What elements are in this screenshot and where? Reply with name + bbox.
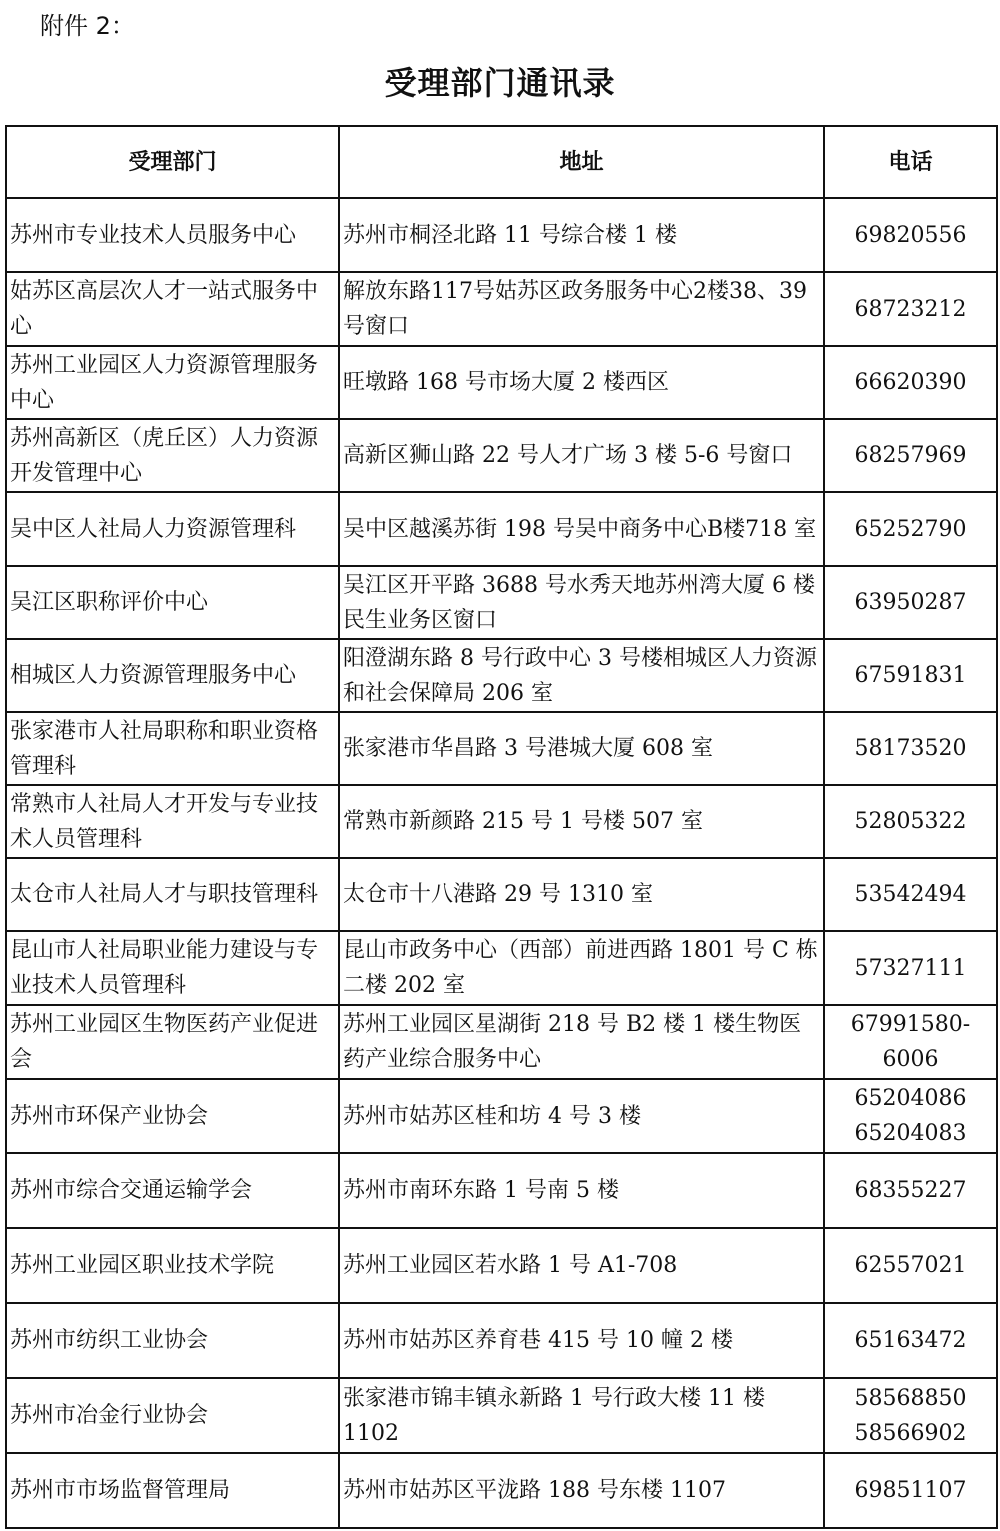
department-phone: [824, 419, 997, 492]
phone-number: 58568850: [854, 1385, 967, 1411]
attachment-label: 附件 2：: [40, 12, 135, 40]
department-address: 苏州市姑苏区桂和坊 4 号 3 楼: [339, 1079, 824, 1153]
department-address: 旺墩路 168 号市场大厦 2 楼西区: [339, 346, 824, 419]
department-address: 苏州工业园区若水路 1 号 A1-708: [339, 1228, 824, 1303]
phone-number: 63950287: [854, 590, 967, 615]
department-address: 昆山市政务中心（西部）前进西路 1801 号 C 栋二楼 202 室: [339, 931, 824, 1005]
department-name: 苏州高新区（虎丘区）人力资源开发管理中心: [6, 419, 339, 492]
table-row: [6, 1303, 997, 1378]
department-phone: [824, 931, 997, 1005]
department-name: 吴中区人社局人力资源管理科: [6, 492, 339, 566]
department-address: 苏州市姑苏区养育巷 415 号 10 幢 2 楼: [339, 1303, 824, 1378]
department-phone: [824, 1378, 997, 1453]
department-name: 吴江区职称评价中心: [6, 566, 339, 639]
department-phone: [824, 346, 997, 419]
table-row: [6, 419, 997, 492]
department-phone: [824, 1453, 997, 1528]
department-phone: [824, 858, 997, 931]
department-address: 张家港市华昌路 3 号港城大厦 608 室: [339, 712, 824, 785]
column-header-address: 地址: [339, 126, 824, 198]
phone-number: 62557021: [854, 1253, 967, 1278]
department-name: 苏州市冶金行业协会: [6, 1378, 339, 1453]
department-name: 昆山市人社局职业能力建设与专业技术人员管理科: [6, 931, 339, 1005]
department-name: 常熟市人社局人才开发与专业技术人员管理科: [6, 785, 339, 858]
phone-number: 65252790: [854, 516, 967, 542]
department-phone: [824, 1228, 997, 1303]
department-phone: [824, 272, 997, 346]
department-phone: [824, 1079, 997, 1153]
phone-number: 58566902: [854, 1420, 967, 1446]
department-name: 苏州市纺织工业协会: [6, 1303, 339, 1378]
department-address: 太仓市十八港路 29 号 1310 室: [339, 858, 824, 931]
department-address: 张家港市锦丰镇永新路 1 号行政大楼 11 楼 1102: [339, 1378, 824, 1453]
table-row: [6, 785, 997, 858]
department-address: 吴江区开平路 3688 号水秀天地苏州湾大厦 6 楼民生业务区窗口: [339, 566, 824, 639]
phone-number: 68257969: [854, 443, 967, 468]
column-header-phone: 电话: [824, 126, 997, 198]
phone-number: 69820556: [854, 222, 967, 248]
department-name: 相城区人力资源管理服务中心: [6, 639, 339, 712]
department-address: 高新区狮山路 22 号人才广场 3 楼 5-6 号窗口: [339, 419, 824, 492]
table-row: [6, 931, 997, 1005]
table-row: [6, 712, 997, 785]
table-row: [6, 272, 997, 346]
phone-number: 65204086: [854, 1086, 967, 1111]
phone-number: 65204083: [854, 1121, 967, 1146]
department-phone: [824, 566, 997, 639]
department-address: 苏州市南环东路 1 号南 5 楼: [339, 1153, 824, 1228]
table-row: [6, 198, 997, 272]
department-phone: [824, 785, 997, 858]
table-row: [6, 346, 997, 419]
phone-number: 67591831: [854, 663, 967, 688]
phone-number: 66620390: [854, 370, 967, 395]
column-header-dept: 受理部门: [6, 126, 339, 198]
department-name: 苏州工业园区人力资源管理服务中心: [6, 346, 339, 419]
department-phone: [824, 492, 997, 566]
department-address: 苏州工业园区星湖街 218 号 B2 楼 1 楼生物医药产业综合服务中心: [339, 1005, 824, 1079]
table-row: [6, 858, 997, 931]
department-name: 苏州工业园区职业技术学院: [6, 1228, 339, 1303]
department-address: 阳澄湖东路 8 号行政中心 3 号楼相城区人力资源和社会保障局 206 室: [339, 639, 824, 712]
department-name: 苏州市综合交通运输学会: [6, 1153, 339, 1228]
phone-number: 53542494: [854, 882, 967, 907]
department-name: 苏州市市场监督管理局: [6, 1453, 339, 1528]
department-phone: [824, 1303, 997, 1378]
header-row: [6, 126, 997, 198]
phone-number: 68355227: [854, 1178, 967, 1203]
department-phone: [824, 712, 997, 785]
department-name: 太仓市人社局人才与职技管理科: [6, 858, 339, 931]
table-row: [6, 1079, 997, 1153]
department-address: 吴中区越溪苏街 198 号吴中商务中心B楼718 室: [339, 492, 824, 566]
phone-number: 67991580-6006: [850, 1012, 971, 1072]
department-name: 苏州市专业技术人员服务中心: [6, 198, 339, 272]
table-row: [6, 1005, 997, 1079]
table-row: [6, 639, 997, 712]
department-phone: [824, 1005, 997, 1079]
phone-number: 65163472: [854, 1328, 967, 1353]
table-row: [6, 566, 997, 639]
department-address: 解放东路117号姑苏区政务服务中心2楼38、39 号窗口: [339, 272, 824, 346]
phone-number: 52805322: [854, 809, 967, 834]
table-row: [6, 1228, 997, 1303]
table-row: [6, 1378, 997, 1453]
department-name: 姑苏区高层次人才一站式服务中心: [6, 272, 339, 346]
document-title: 受理部门通讯录: [384, 64, 616, 102]
department-name: 张家港市人社局职称和职业资格管理科: [6, 712, 339, 785]
department-phone: [824, 1153, 997, 1228]
department-phone: [824, 198, 997, 272]
phone-number: 68723212: [854, 296, 967, 322]
department-phone: [824, 639, 997, 712]
directory-table: [5, 125, 998, 1529]
phone-number: 58173520: [854, 736, 967, 761]
department-address: 苏州市桐泾北路 11 号综合楼 1 楼: [339, 198, 824, 272]
phone-number: 69851107: [854, 1478, 967, 1503]
department-name: 苏州市环保产业协会: [6, 1079, 339, 1153]
table-row: [6, 1453, 997, 1528]
department-address: 苏州市姑苏区平泷路 188 号东楼 1107: [339, 1453, 824, 1528]
department-address: 常熟市新颜路 215 号 1 号楼 507 室: [339, 785, 824, 858]
department-name: 苏州工业园区生物医药产业促进会: [6, 1005, 339, 1079]
table-row: [6, 1153, 997, 1228]
phone-number: 57327111: [854, 955, 967, 981]
table-row: [6, 492, 997, 566]
